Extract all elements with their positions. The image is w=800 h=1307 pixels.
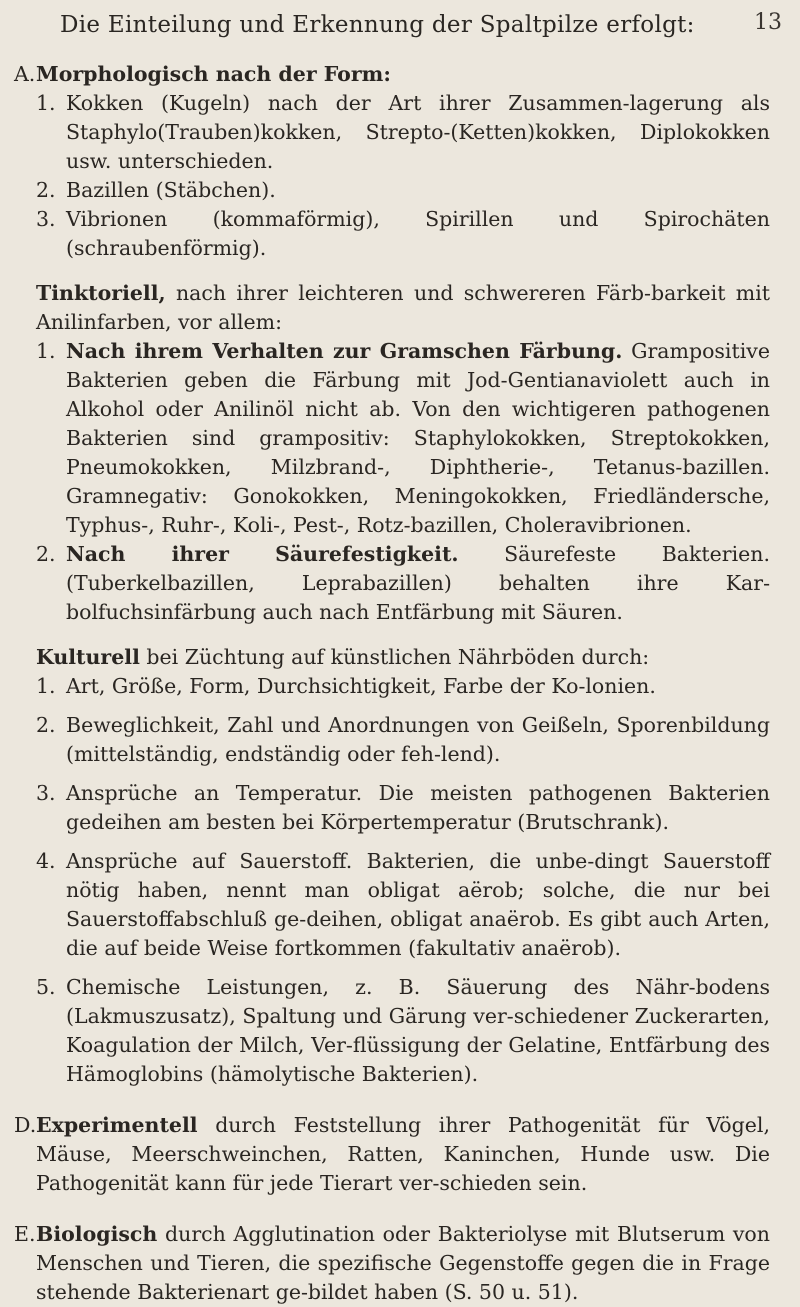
section-d bbox=[14, 1111, 770, 1198]
intro-heading: Die Einteilung und Erkennung der Spaltpilze erfolgt: bbox=[60, 12, 695, 38]
list-item: 1. Art, Größe, Form, Durchsichtigkeit, Farbe der Ko-lonien. bbox=[36, 674, 656, 698]
section-c-heading: Kulturell bbox=[36, 645, 140, 669]
section-e-heading: Biologisch bbox=[36, 1222, 158, 1246]
list-item: 1. Kokken (Kugeln) nach der Art ihrer Zusammen-lagerung als Staphylo(Trauben)kokken, Strepto-(Ketten)kokken, Diplokokken usw. unterschieden. bbox=[36, 91, 770, 173]
page-number: 13 bbox=[754, 10, 782, 35]
section-c-list bbox=[14, 672, 770, 1089]
section-e bbox=[14, 1220, 770, 1307]
list-item: 2. Nach ihrer Säurefestigkeit. Säurefeste Bakterien. (Tuberkelbazillen, Leprabazillen) behalten ihre Kar-bolfuchsinfärbung auch nach Entfärbung mit Säuren. bbox=[36, 542, 770, 624]
section-c-text: bei Züchtung auf künstlichen Nährböden durch: bbox=[146, 645, 650, 669]
list-item: 3. Ansprüche an Temperatur. Die meisten pathogenen Bakterien gedeihen am besten bei Körpertemperatur (Brutschrank). bbox=[36, 781, 770, 834]
section-b-text: nach ihrer leichteren und schwereren Färb-barkeit mit Anilinfarben, vor allem: bbox=[36, 281, 770, 334]
section-d-label: D. bbox=[14, 1113, 37, 1137]
section-c bbox=[14, 643, 770, 672]
list-item: 5. Chemische Leistungen, z. B. Säuerung des Nähr-bodens (Lakmuszusatz), Spaltung und Gärung ver-schiedener Zuckerarten, Koagulation der Milch, Ver-flüssigung der Gelatine, Entfärbung des Hämoglobins (hämolytische Bakterien). bbox=[36, 975, 770, 1086]
section-e-label: E. bbox=[14, 1222, 36, 1246]
list-item: 1. Nach ihrem Verhalten zur Gramschen Färbung. Grampositive Bakterien geben die Färbung mit Jod-Gentianaviolett auch in Alkohol oder Anilinöl nicht ab. Von den wichtigeren pathogenen Bakterien sind grampositiv: Staphylokokken, Streptokokken, Pneumokokken, Milzbrand-, Diphtherie-, Tetanus-bazillen. Gramnegativ: Gonokokken, Meningokokken, Friedländersche, Typhus-, Ruhr-, Koli-, Pest-, Rotz-bazillen, Choleravibrionen. bbox=[36, 339, 770, 537]
section-b bbox=[14, 279, 770, 337]
section-a-heading: Morphologisch nach der Form: bbox=[36, 62, 391, 86]
list-item: 2. Bazillen (Stäbchen). bbox=[36, 178, 276, 202]
section-e-text: durch Agglutination oder Bakteriolyse mit Blutserum von Menschen und Tieren, die spezifische Gegenstoffe gegen die in Frage stehende Bakterienart ge-bildet haben (S. 50 u. 51). bbox=[36, 1222, 770, 1304]
list-item: 2. Beweglichkeit, Zahl und Anordnungen von Geißeln, Sporenbildung (mittelständig, endständig oder feh-lend). bbox=[36, 713, 770, 766]
section-a-list bbox=[14, 89, 770, 263]
section-a bbox=[14, 60, 770, 89]
section-b-heading: Tinktoriell, bbox=[36, 281, 166, 305]
page-body bbox=[14, 60, 770, 1307]
section-a-label: A. bbox=[14, 62, 36, 86]
list-item: 3. Vibrionen (kommaförmig), Spirillen und Spirochäten (schraubenförmig). bbox=[36, 207, 770, 260]
section-b-list bbox=[14, 337, 770, 627]
section-d-heading: Experimentell bbox=[36, 1113, 198, 1137]
list-item: 4. Ansprüche auf Sauerstoff. Bakterien, die unbe-dingt Sauerstoff nötig haben, nennt man obligat aërob; solche, die nur bei Sauerstoffabschluß ge-deihen, obligat anaërob. Es gibt auch Arten, die auf beide Weise fortkommen (fakultativ anaërob). bbox=[36, 849, 770, 960]
section-d-text: durch Feststellung ihrer Pathogenität für Vögel, Mäuse, Meerschweinchen, Ratten, Kaninchen, Hunde usw. Die Pathogenität kann für jede Tierart ver-schieden sein. bbox=[36, 1113, 770, 1195]
